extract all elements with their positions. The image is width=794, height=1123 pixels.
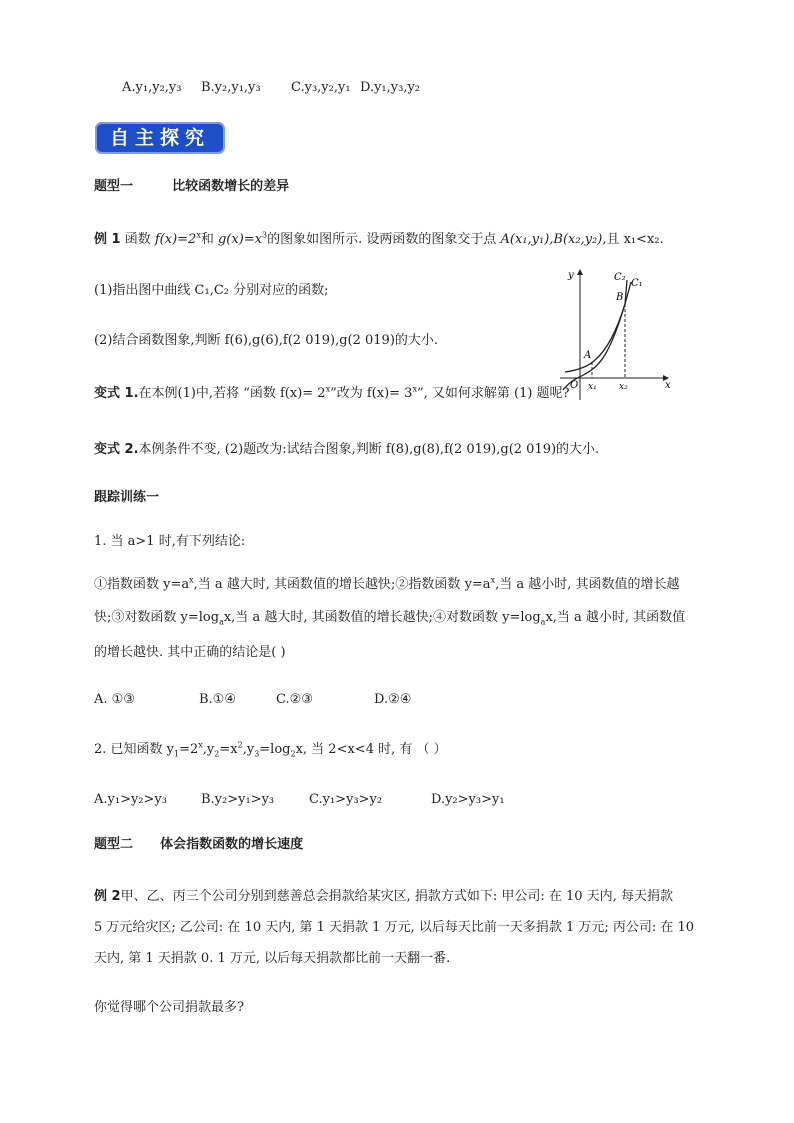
variant1-text: ”改为 f(x)= 3	[330, 386, 413, 401]
variant1-sup: x	[325, 384, 331, 394]
problem2-sub: 1	[174, 749, 180, 759]
problem2-option-b: B.y₂>y₁>y₃	[201, 792, 275, 807]
option-d: D.y₁,y₃,y₂	[360, 80, 421, 95]
problem1-sub: a	[219, 617, 224, 627]
problem2-sub: 2	[290, 749, 296, 759]
example1-statement	[94, 230, 664, 250]
problem1-line2	[94, 608, 685, 628]
problem1-option-a: A. ①③	[94, 692, 135, 707]
problem2-sup: x	[198, 740, 203, 750]
example1-text: 的图象如图所示. 设两函数的图象交于点	[267, 232, 501, 247]
example1-gx: g(x)=x	[217, 232, 262, 247]
example1-text: 且 x₁<x₂.	[606, 232, 664, 247]
problem2-text: x, 当 2<x<4 时, 有 （ ）	[295, 742, 447, 757]
type1-title: 比较函数增长的差异	[172, 179, 290, 194]
problem1-text: 快;③对数函数 y=log	[94, 610, 220, 625]
problem2-sub: 2	[214, 749, 220, 759]
problem2-text: 2. 已知函数 y	[94, 742, 175, 757]
problem1-text: x,当 a 越小时, 其函数值	[545, 610, 686, 625]
example2-line2: 5 万元给灾区; 乙公司: 在 10 天内, 第 1 天捐款 1 万元, 以后每天比前一天多捐款 1 万元; 丙公司: 在 10	[94, 920, 695, 935]
variant1	[94, 384, 570, 404]
banner-text: 自主探究	[109, 127, 210, 149]
example1-text: 和	[200, 232, 218, 247]
example1-sup: x	[196, 230, 201, 240]
variant2-label: 变式 2.	[94, 442, 139, 457]
variant2-text: 本例条件不变, (2)题改为:试结合图象,判断 f(8),g(8),f(2 019),g(2 019)的大小.	[138, 442, 600, 457]
variant1-text: 在本例(1)中,若将 “函数 f(x)= 2	[138, 386, 326, 401]
example1-question2: (2)结合函数图象,判断 f(6),g(6),f(2 019),g(2 019)的大小.	[94, 333, 439, 348]
problem1-text: ,当 a 越大时, 其函数值的增长越快;②指数函数 y=a	[193, 577, 491, 592]
problem2-text: =log	[259, 742, 291, 757]
type2-label: 题型二	[94, 837, 134, 852]
type1-heading	[94, 177, 289, 197]
example1-fx: f(x)=2	[154, 232, 197, 247]
section-banner	[95, 122, 225, 154]
track1-heading: 跟踪训练一	[94, 490, 160, 505]
problem1-option-d: D.②④	[374, 692, 412, 707]
graph-label-x1: x₁	[588, 382, 597, 392]
problem1-sup: x	[490, 575, 496, 585]
problem2-text: =x	[219, 742, 238, 757]
example1-label: 例 1	[94, 232, 121, 247]
problem2-text: ,y	[242, 742, 255, 757]
function-graph	[555, 262, 680, 402]
problem1-line3: 的增长越快. 其中正确的结论是( )	[94, 645, 286, 660]
graph-label-a: A	[584, 350, 592, 361]
option-b: B.y₂,y₁,y₃	[201, 80, 261, 95]
problem2-statement	[94, 740, 447, 760]
problem1-option-b: B.①④	[199, 692, 236, 707]
graph-label-x2: x₂	[619, 382, 628, 392]
problem2-option-a: A.y₁>y₂>y₃	[94, 792, 167, 807]
variant1-sup: x	[412, 384, 417, 394]
type2-heading	[94, 835, 303, 855]
problem1-line1	[94, 575, 680, 595]
option-c: C.y₃,y₂,y₁	[291, 80, 351, 95]
graph-label-b: B	[616, 292, 624, 303]
problem1-text: ①指数函数 y=a	[94, 577, 190, 592]
graph-label-y: y	[568, 270, 574, 281]
variant2	[94, 440, 599, 460]
graph-label-c1: C₁	[631, 278, 643, 289]
example2-text: 甲、乙、丙三个公司分别到慈善总会捐款给某灾区, 捐款方式如下: 甲公司: 在 10 天内, 每天捐款	[120, 889, 673, 904]
problem2-text: ,y	[202, 742, 215, 757]
variant1-label: 变式 1.	[94, 386, 139, 401]
example2-question: 你觉得哪个公司捐款最多?	[94, 1000, 244, 1015]
problem2-text: =2	[179, 742, 199, 757]
option-a: A.y₁,y₂,y₃	[122, 80, 182, 95]
example2-line1	[94, 887, 673, 907]
example1-points: A(x₁,y₁),B(x₂,y₂),	[500, 232, 607, 247]
problem2-option-d: D.y₂>y₃>y₁	[431, 792, 505, 807]
problem1-sub: a	[540, 617, 546, 627]
problem1-option-c: C.②③	[276, 692, 313, 707]
problem1-intro: 1. 当 a>1 时,有下列结论:	[94, 534, 246, 549]
example2-line3: 天内, 第 1 天捐款 0. 1 万元, 以后每天捐款都比前一天翻一番.	[94, 951, 451, 966]
graph-label-x: x	[665, 380, 671, 391]
graph-label-o: O	[570, 380, 579, 391]
example2-label: 例 2	[94, 889, 121, 904]
problem1-text: ,当 a 越小时, 其函数值的增长越	[495, 577, 680, 592]
example1-sup: 3	[262, 230, 268, 240]
example1-question1: (1)指出图中曲线 C₁,C₂ 分别对应的函数;	[94, 283, 329, 298]
problem1-sup: x	[189, 575, 194, 585]
type2-title: 体会指数函数的增长速度	[160, 837, 304, 852]
problem1-text: x,当 a 越大时, 其函数值的增长越快;④对数函数 y=log	[223, 610, 541, 625]
problem2-sub: 3	[254, 749, 260, 759]
graph-label-c2: C₂	[614, 272, 626, 283]
problem2-option-c: C.y₁>y₃>y₂	[309, 792, 383, 807]
variant1-text: ”, 又如何求解第 (1) 题呢?	[416, 386, 570, 401]
type1-label: 题型一	[94, 179, 134, 194]
example1-text: 函数	[124, 232, 155, 247]
problem2-sup: 2	[237, 740, 243, 750]
